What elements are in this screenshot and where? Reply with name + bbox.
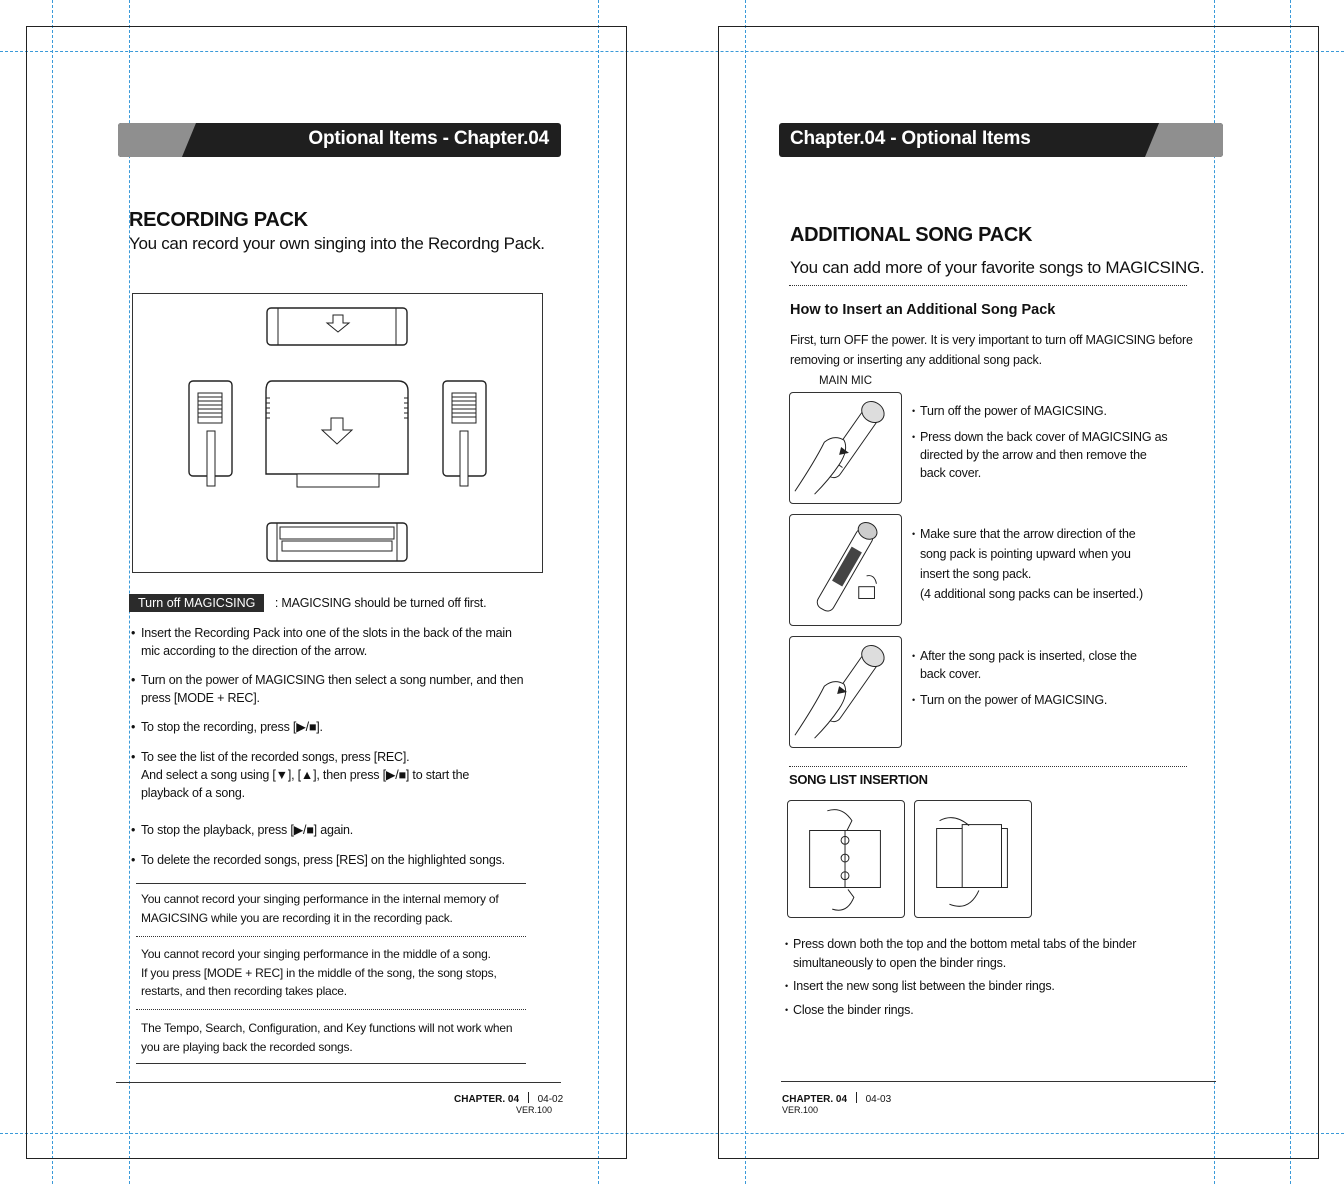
main-mic-label: MAIN MIC <box>819 375 873 387</box>
bullet-stop-playback: • To stop the playback, press [▶/■] again. <box>131 823 354 837</box>
songlist-bullet-open: • Press down both the top and the bottom metal tabs of the binder simultaneously to open the binder rings. <box>785 937 1137 970</box>
right-footer-rule <box>781 1081 1216 1082</box>
right-footer <box>782 1092 891 1105</box>
right-footer-page: 04-03 <box>865 1094 892 1105</box>
left-footer-rule <box>116 1082 561 1083</box>
bullet-insert-pack: • Insert the Recording Pack into one of the slots in the back of the main mic according to the direction of the arrow. <box>131 626 512 658</box>
recording-pack-heading: RECORDING PACK <box>129 209 308 231</box>
binder-open-illustration <box>787 800 905 918</box>
left-footer <box>454 1092 563 1105</box>
song-pack-divider-1 <box>789 285 1187 286</box>
howto-heading: How to Insert an Additional Song Pack <box>790 302 1056 318</box>
left-header-band <box>118 123 561 157</box>
step1-mic-illustration <box>789 392 902 504</box>
left-header-title: Optional Items - Chapter.04 <box>308 128 549 149</box>
left-footer-page: 04-02 <box>537 1094 564 1105</box>
howto-intro: First, turn OFF the power. It is very important to turn off MAGICSING before removing or inserting any additional song pack. <box>790 333 1193 367</box>
right-header-band <box>779 123 1223 157</box>
bullet-delete-songs: • To delete the recorded songs, press [RES] on the highlighted songs. <box>131 853 505 867</box>
note-middle-of-song: You cannot record your singing performance in the middle of a song. If you press [MODE + REC] in the middle of the song, the song stops, restarts, and then recording takes place. <box>141 947 497 998</box>
notes-divider-2 <box>136 1009 526 1010</box>
step3-bullet-power: • Turn on the power of MAGICSING. <box>912 693 1108 707</box>
step2-mic-illustration <box>789 514 902 626</box>
recording-pack-diagram <box>132 293 543 573</box>
right-header-title: Chapter.04 - Optional Items <box>790 128 1031 149</box>
step2-instructions: • Make sure that the arrow direction of the song pack is pointing upward when you insert the song pack. (4 additional song packs can be inserted.) <box>912 527 1143 601</box>
left-footer-chapter: CHAPTER. 04 <box>454 1094 520 1105</box>
bullet-list-songs: • To see the list of the recorded songs, press [REC]. And select a song using [▼], [▲], then press [▶/■] to start the playback of a song. <box>131 750 470 800</box>
notes-divider-1 <box>136 936 526 937</box>
right-footer-version: VER.100 <box>782 1105 819 1115</box>
songlist-bullet-insert: • Insert the new song list between the binder rings. <box>785 979 1055 993</box>
notes-bottom-rule <box>136 1063 526 1064</box>
note-functions-disabled: The Tempo, Search, Configuration, and Key functions will not work when you are playing back the recorded songs. <box>141 1021 513 1054</box>
step3-mic-illustration <box>789 636 902 748</box>
turn-off-row <box>129 594 486 612</box>
step3-bullet-close: • After the song pack is inserted, close the back cover. <box>912 649 1137 681</box>
song-pack-heading: ADDITIONAL SONG PACK <box>790 224 1033 246</box>
song-pack-subheading: You can add more of your favorite songs to MAGICSING. <box>790 258 1205 277</box>
turn-off-text: : MAGICSING should be turned off first. <box>274 596 487 610</box>
note-internal-memory: You cannot record your singing performance in the internal memory of MAGICSING while you are recording it in the recording pack. <box>141 892 499 925</box>
right-footer-chapter: CHAPTER. 04 <box>782 1094 848 1105</box>
step1-bullet-cover: • Press down the back cover of MAGICSING as directed by the arrow and then remove the back cover. <box>912 430 1168 480</box>
songlist-heading: SONG LIST INSERTION <box>789 772 928 787</box>
bullet-turn-on: • Turn on the power of MAGICSING then select a song number, and then press [MODE + REC]. <box>131 673 524 705</box>
turn-off-tag: Turn off MAGICSING <box>129 594 264 612</box>
bullet-stop-recording: • To stop the recording, press [▶/■]. <box>131 720 323 734</box>
songlist-bullet-close: • Close the binder rings. <box>785 1003 914 1017</box>
recording-pack-subheading: You can record your own singing into the Recordng Pack. <box>129 234 545 253</box>
song-pack-divider-2 <box>789 766 1187 767</box>
binder-insert-illustration <box>914 800 1032 918</box>
left-footer-version: VER.100 <box>516 1105 553 1115</box>
step1-bullet-power: • Turn off the power of MAGICSING. <box>912 404 1107 418</box>
notes-top-rule <box>136 883 526 884</box>
